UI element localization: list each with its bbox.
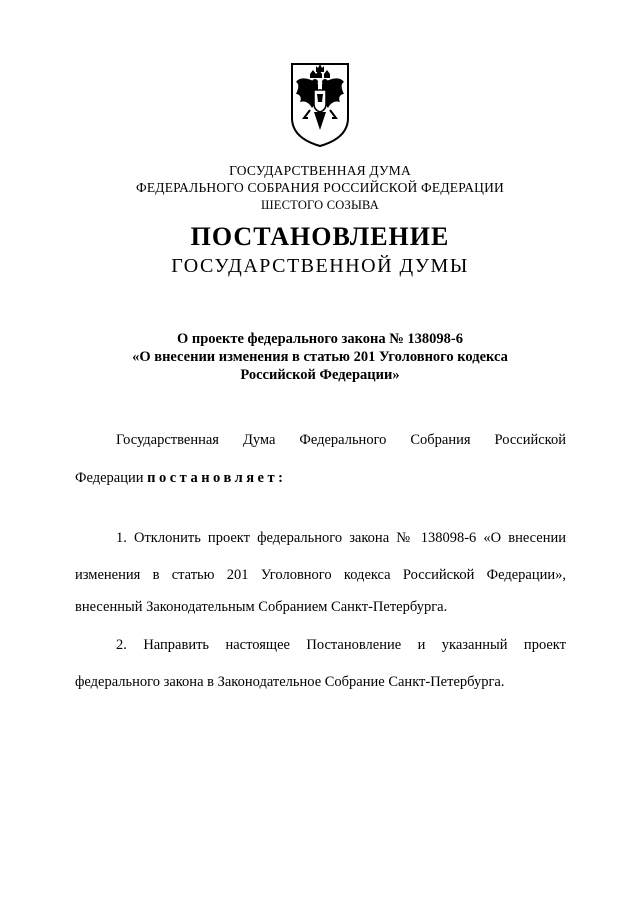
subject-line-3: Российской Федерации» [240, 367, 400, 383]
item-2-line-2: федерального закона в Законодательное Собрание Санкт-Петербурга. [75, 674, 505, 690]
preamble-federation: Федерации [75, 470, 144, 486]
coat-of-arms-icon [288, 60, 352, 148]
document-title: ПОСТАНОВЛЕНИЕ [190, 222, 450, 251]
item-1-line-1: 1. Отклонить проект федерального закона № 138098-6 «О внесении [116, 530, 566, 546]
header-line-duma: ГОСУДАРСТВЕННАЯ ДУМА [229, 163, 411, 178]
subject-line-1: О проекте федерального закона № 138098-6 [176, 331, 464, 347]
preamble-line-2 [75, 470, 286, 487]
preamble-line-1: Государственная Дума Федерального Собрания Российской [116, 432, 566, 448]
item-2-line-1: 2. Направить настоящее Постановление и указанный проект [116, 637, 566, 653]
header-line-assembly: ФЕДЕРАЛЬНОГО СОБРАНИЯ РОССИЙСКОЙ ФЕДЕРАЦИИ [136, 180, 504, 195]
document-subtitle: ГОСУДАРСТВЕННОЙ ДУМЫ [171, 255, 469, 277]
preamble-resolves: постановляет: [147, 470, 287, 486]
header-line-convocation: ШЕСТОГО СОЗЫВА [260, 198, 380, 212]
item-1-line-2: изменения в статью 201 Уголовного кодекса Российской Федерации», [75, 567, 566, 583]
item-1-line-3: внесенный Законодательным Собранием Санкт-Петербурга. [75, 599, 448, 615]
subject-line-2: «О внесении изменения в статью 201 Уголовного кодекса [132, 349, 508, 365]
